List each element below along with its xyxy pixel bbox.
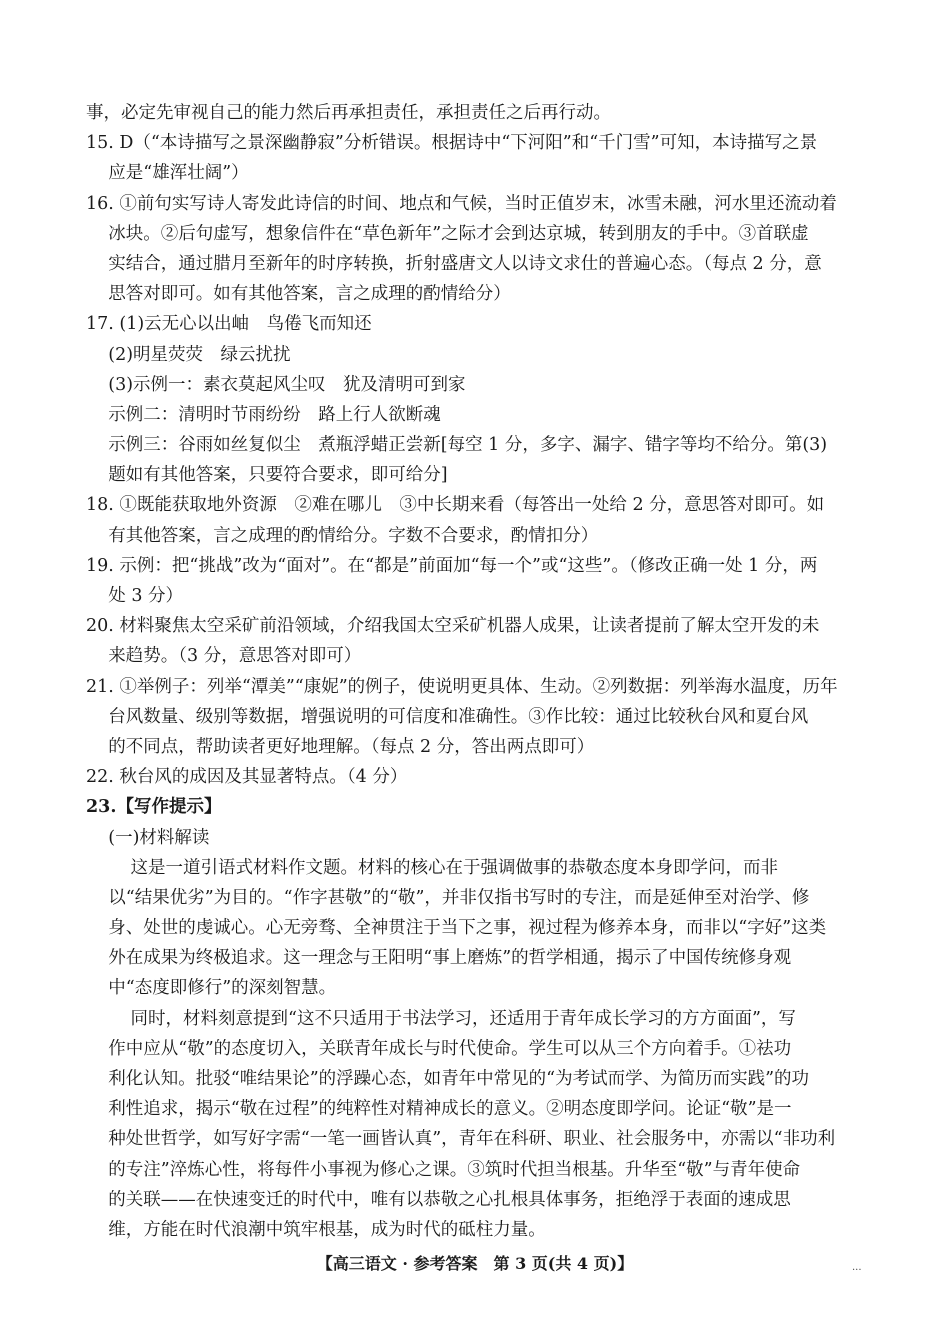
text-line: 以“结果优劣”为目的。“作字甚敬”的“敬”，并非仅指书写时的专注，而是延伸至对治学、修 [86, 887, 810, 908]
text-line: (2)明星荧荧 绿云扰扰 [86, 344, 291, 365]
answer-key-body [86, 98, 866, 1245]
text-line: 的不同点，帮助读者更好地理解。（每点 2 分，答出两点即可） [86, 736, 595, 757]
text-line: 有其他答案，言之成理的酌情给分。字数不合要求，酌情扣分） [86, 525, 599, 546]
text-line: 示例三：谷雨如丝复似尘 煮瓶浮蜡正尝新[每空 1 分，多字、漏字、错字等均不给分。第(3) [86, 435, 828, 456]
text-line: 同时，材料刻意提到“这不只适用于书法学习，还适用于青年成长学习的方方面面”，写 [86, 1008, 796, 1029]
text-line: 实结合，通过腊月至新年的时序转换，折射盛唐文人以诗文求仕的普遍心态。（每点 2 分，意 [86, 253, 822, 274]
text-line: 利性追求，揭示“敬在过程”的纯粹性对精神成长的意义。②明态度即学问。论证“敬”是一 [86, 1099, 792, 1120]
text-line: 台风数量、级别等数据，增强说明的可信度和准确性。③作比较：通过比较秋台风和夏台风 [86, 706, 809, 727]
text-line: 冰块。②后句虚写，想象信件在“草色新年”之际才会到达京城，转到朋友的手中。③首联虚 [86, 223, 809, 244]
text-line: 外在成果为终极追求。这一理念与王阳明“事上磨炼”的哲学相通，揭示了中国传统修身观 [86, 948, 792, 969]
text-line: 来趋势。（3 分，意思答对即可） [86, 646, 362, 667]
text-line: (一)材料解读 [86, 827, 210, 848]
text-line: 21. ①举例子：列举“潭美”“康妮”的例子，使说明更具体、生动。②列数据：列举海水温度，历年 [86, 676, 838, 697]
text-line: 身、处世的虔诚心。心无旁骛、全神贯注于当下之事，视过程为修养本身，而非以“字好”这类 [86, 918, 827, 939]
text-line: 思答对即可。如有其他答案，言之成理的酌情给分） [86, 284, 511, 305]
text-line: 作中应从“敬”的态度切入，关联青年成长与时代使命。学生可以从三个方向着手。①祛功 [86, 1038, 792, 1059]
text-line: 17. (1)云无心以出岫 鸟倦飞而知还 [86, 314, 372, 335]
text-line: 处 3 分） [86, 586, 184, 606]
text-line: 利化认知。批驳“唯结果论”的浮躁心态，如青年中常见的“为考试而学、为简历而实践”的功 [86, 1069, 810, 1089]
text-line: 19. 示例：把“挑战”改为“面对”。在“都是”前面加“每一个”或“这些”。（修改正确一处 1 分，两 [86, 555, 818, 576]
text-line: 18. ①既能获取地外资源 ②难在哪儿 ③中长期来看（每答出一处给 2 分，意思答对即可。如 [86, 495, 825, 516]
text-line: 维，方能在时代浪潮中筑牢根基，成为时代的砥柱力量。 [86, 1219, 546, 1240]
text-line: 中“态度即修行”的深刻智慧。 [86, 978, 337, 999]
text-line: 22. 秋台风的成因及其显著特点。（4 分） [86, 767, 408, 788]
text-line: 20. 材料聚焦太空采矿前沿领域，介绍我国太空采矿机器人成果，让读者提前了解太空开发的未 [86, 616, 820, 637]
text-line: 事，必定先审视自己的能力然后再承担责任，承担责任之后再行动。 [86, 103, 611, 123]
text-line: 种处世哲学，如写好字需“一笔一画皆认真”，青年在科研、职业、社会服务中，亦需以“非功利 [86, 1129, 836, 1150]
text-line: 15. D（“本诗描写之景深幽静寂”分析错误。根据诗中“下河阳”和“千门雪”可知，本诗描写之景 [86, 133, 818, 154]
text-line: 应是“雄浑壮阔”） [86, 163, 249, 184]
text-line: 题如有其他答案，只要符合要求，即可给分] [86, 465, 448, 486]
text-line: (3)示例一：素衣莫起风尘叹 犹及清明可到家 [86, 374, 466, 395]
text-line: 23.【写作提示】 [86, 797, 222, 818]
text-line: 16. ①前句实写诗人寄发此诗信的时间、地点和气候，当时正值岁末，冰雪未融，河水里还流动着 [86, 193, 837, 214]
corner-mark: ... [852, 1262, 862, 1273]
text-line: 示例二：清明时节雨纷纷 路上行人欲断魂 [86, 404, 441, 425]
page-footer: 【高三语文 · 参考答案 第 3 页(共 4 页)】 [316, 1254, 634, 1273]
text-line: 这是一道引语式材料作文题。材料的核心在于强调做事的恭敬态度本身即学问，而非 [86, 857, 778, 878]
text-line: 的关联——在快速变迁的时代中，唯有以恭敬之心扎根具体事务，拒绝浮于表面的速成思 [86, 1189, 791, 1210]
text-line: 的专注”淬炼心性，将每件小事视为修心之课。③筑时代担当根基。升华至“敬”与青年使命 [86, 1159, 801, 1180]
